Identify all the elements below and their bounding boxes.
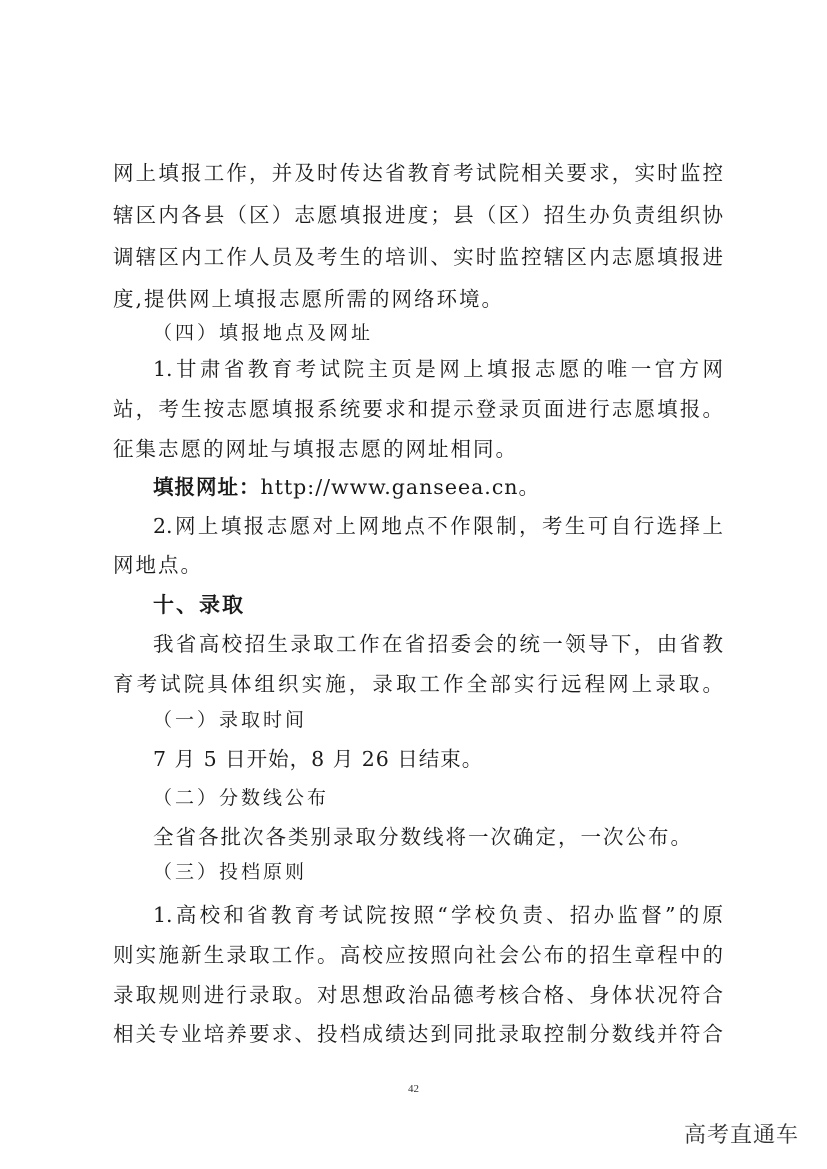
subsection-heading: （四）填报地点及网址 xyxy=(153,322,374,344)
paragraph-line: 度,提供网上填报志愿所需的网络环境。 xyxy=(113,287,505,311)
watermark: 高考直通车 xyxy=(683,1123,799,1148)
paragraph-line: 全省各批次各类别录取分数线将一次确定，一次公布。 xyxy=(153,825,693,849)
paragraph-line: 7 月 5 日开始，8 月 26 日结束。 xyxy=(153,747,484,771)
url-label: 填报网址： xyxy=(153,475,261,499)
paragraph-line: 网上填报工作，并及时传达省教育考试院相关要求，实时监控 xyxy=(113,161,723,185)
url-line xyxy=(153,475,723,499)
paragraph-line: 录取规则进行录取。对思想政治品德考核合格、身体状况符合 xyxy=(113,983,723,1007)
paragraph-line: 1.高校和省教育考试院按照“学校负责、招办监督”的原 xyxy=(153,903,723,927)
paragraph-line: 育考试院具体组织实施，录取工作全部实行远程网上录取。 xyxy=(113,672,723,696)
paragraph-line: 辖区内各县（区）志愿填报进度；县（区）招生办负责组织协 xyxy=(113,203,723,227)
paragraph-line: 征集志愿的网址与填报志愿的网址相同。 xyxy=(113,437,518,461)
subsection-heading: （二）分数线公布 xyxy=(153,787,330,809)
paragraph-line: 站，考生按志愿填报系统要求和提示登录页面进行志愿填报。 xyxy=(113,397,723,421)
page-number: 42 xyxy=(408,1083,419,1095)
paragraph-line: 2.网上填报志愿对上网地点不作限制，考生可自行选择上 xyxy=(153,514,723,538)
paragraph-line: 则实施新生录取工作。高校应按照向社会公布的招生章程中的 xyxy=(113,943,723,967)
paragraph-line: 我省高校招生录取工作在省招委会的统一领导下，由省教 xyxy=(153,632,723,656)
section-heading: 十、录取 xyxy=(153,593,245,617)
url-link[interactable]: http://www.ganseea.cn。 xyxy=(260,475,541,499)
subsection-heading: （一）录取时间 xyxy=(153,709,308,731)
subsection-heading: （三）投档原则 xyxy=(153,861,308,883)
paragraph-line: 相关专业培养要求、投档成绩达到同批录取控制分数线并符合 xyxy=(113,1022,723,1046)
paragraph-line: 1.甘肃省教育考试院主页是网上填报志愿的唯一官方网 xyxy=(153,357,723,381)
paragraph-line: 调辖区内工作人员及考生的培训、实时监控辖区内志愿填报进 xyxy=(113,245,723,269)
paragraph-line: 网地点。 xyxy=(113,553,203,577)
